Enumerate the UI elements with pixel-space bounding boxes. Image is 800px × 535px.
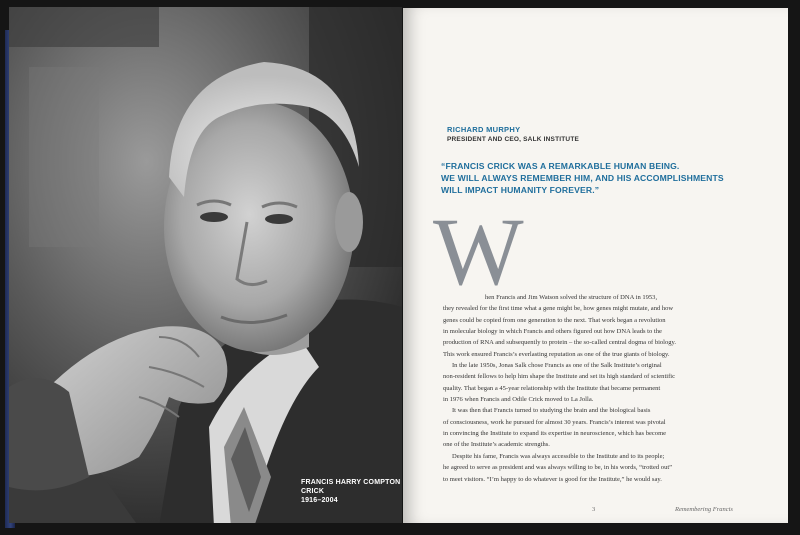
text-page bbox=[403, 8, 788, 523]
article-body bbox=[443, 292, 783, 485]
body-line: in molecular biology in which Francis and others figured out how DNA leads to the bbox=[443, 328, 662, 336]
caption-years: 1916–2004 bbox=[301, 497, 338, 504]
body-line: genes could be copied from one generation to the next. That work began a revolution bbox=[443, 316, 666, 324]
quote-line: WE WILL ALWAYS REMEMBER HIM, AND HIS ACCOMPLISHMENTS bbox=[441, 173, 724, 183]
author-name: RICHARD MURPHY bbox=[447, 125, 521, 134]
body-line: This work ensured Francis’s everlasting reputation as one of the true giants of biology. bbox=[443, 350, 670, 358]
quote-line: WILL IMPACT HUMANITY FOREVER.” bbox=[441, 185, 600, 195]
body-line: quality. That began a 45-year relationship with the Institute that became permanent bbox=[443, 384, 661, 392]
photo-caption bbox=[301, 478, 402, 505]
page-number: 3 bbox=[592, 506, 596, 513]
photo-page bbox=[9, 7, 402, 523]
body-line: in 1976 when Francis and Odile Crick moved to La Jolla. bbox=[443, 396, 594, 404]
body-line: non-resident fellows to help him shape the Institute and set its high standard of scientific bbox=[443, 373, 675, 381]
portrait-photo bbox=[9, 7, 402, 523]
body-line: in convincing the Institute to expand its expertise in neuroscience, which has become bbox=[443, 430, 667, 438]
body-line: Despite his fame, Francis was always accessible to the Institute and to its people; bbox=[452, 452, 665, 460]
author-title: PRESIDENT AND CEO, SALK INSTITUTE bbox=[447, 136, 580, 143]
body-line: In the late 1950s, Jonas Salk chose Francis as one of the Salk Institute’s original bbox=[452, 362, 662, 370]
body-line: to meet visitors. “I’m happy to do whatever is good for the Institute,” he would say. bbox=[443, 475, 662, 483]
caption-name: FRANCIS HARRY COMPTON CRICK bbox=[301, 479, 401, 495]
body-line: production of RNA and subsequently to protein – the so-called central dogma of biology. bbox=[443, 339, 677, 347]
body-line: It was then that Francis turned to studying the brain and the biological basis bbox=[452, 407, 651, 415]
quote-line: “FRANCIS CRICK WAS A REMARKABLE HUMAN BEING. bbox=[441, 161, 680, 171]
running-title: Remembering Francis bbox=[675, 506, 733, 513]
body-line: hen Francis and Jim Watson solved the structure of DNA in 1953, bbox=[485, 294, 658, 301]
drop-cap: W bbox=[433, 198, 520, 305]
body-line: they revealed for the first time what a gene might be, how genes might mutate, and how bbox=[443, 305, 674, 313]
body-line: he agreed to serve as president and was always willing to be, in his words, “trotted out” bbox=[443, 464, 673, 472]
pull-quote bbox=[441, 160, 761, 196]
body-line: one of the Institute’s academic strengths. bbox=[443, 441, 550, 449]
body-line: of consciousness, work he pursued for almost 30 years. Francis’s interest was pivotal bbox=[443, 418, 666, 426]
